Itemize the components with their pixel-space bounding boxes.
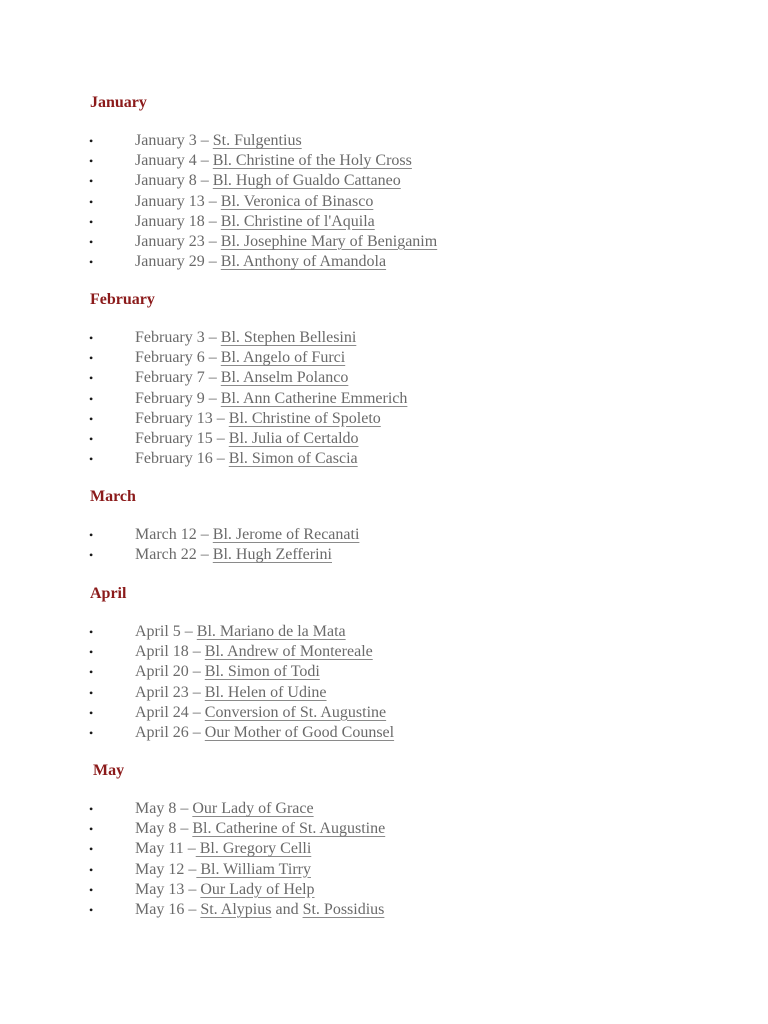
bullet: • [89, 862, 94, 877]
feast-date: January 3 [135, 132, 197, 149]
bullet: • [89, 685, 94, 700]
feast-date: May 11 [135, 840, 184, 858]
saint-link[interactable]: Bl. Ann Catherine Emmerich [220, 389, 408, 407]
saint-link[interactable]: Conversion of St. Augustine [204, 703, 387, 721]
feast-date: March 22 [135, 546, 197, 564]
bullet: • [89, 528, 94, 542]
saint-link[interactable]: Bl. Veronica of Binasco [220, 192, 374, 210]
feast-date: January 23 [135, 232, 205, 250]
month-heading-february: February [90, 291, 155, 308]
bullet: • [89, 411, 94, 426]
separator: – [204, 369, 221, 387]
feast-date: May 8 [135, 800, 177, 817]
feast-date: February 13 [135, 409, 213, 427]
saint-link[interactable]: Bl. Catherine of St. Augustine [192, 820, 386, 838]
separator: – [188, 643, 205, 661]
separator: – [176, 820, 193, 838]
feast-date: May 13 [135, 880, 185, 898]
bullet: • [89, 665, 94, 680]
bullet: • [89, 705, 94, 720]
bullet: • [89, 234, 94, 249]
separator: – [204, 253, 221, 271]
feast-date: January 8 [135, 172, 197, 190]
feast-date: May 16 [135, 900, 185, 918]
bullet: • [89, 452, 94, 467]
separator: – [212, 409, 229, 427]
saint-link[interactable]: Our Mother of Good Counsel [204, 723, 395, 741]
month-heading-january: January [90, 94, 147, 111]
bullet: • [89, 154, 94, 169]
bullet: • [89, 645, 94, 660]
saint-link[interactable]: Bl. Jerome of Recanati [212, 526, 360, 543]
saint-link[interactable]: Our Lady of Help [200, 880, 315, 898]
separator: – [212, 429, 229, 447]
saint-link[interactable]: Bl. Anselm Polanco [220, 369, 349, 387]
feast-date: April 20 [135, 663, 189, 681]
bullet: • [89, 725, 94, 740]
saint-link-alypius[interactable]: St. Alypius [200, 900, 272, 918]
separator: – [196, 526, 213, 543]
bullet: • [89, 548, 94, 563]
saint-link[interactable]: St. Fulgentius [212, 132, 302, 149]
month-heading-april: April [90, 585, 127, 602]
separator: – [212, 450, 229, 468]
bullet: • [89, 351, 94, 366]
separator: – [176, 800, 193, 817]
separator: – [184, 900, 201, 918]
bullet: • [89, 822, 94, 837]
separator: – [188, 723, 205, 741]
feast-date: February 6 [135, 349, 205, 367]
feast-date: April 26 [135, 723, 189, 741]
feast-date: February 16 [135, 450, 213, 468]
bullet: • [89, 371, 94, 386]
feast-date: April 5 [135, 623, 181, 640]
feast-date: April 24 [135, 703, 189, 721]
saint-link[interactable]: Our Lady of Grace [192, 800, 314, 817]
saint-link[interactable]: Bl. Christine of l'Aquila [220, 212, 375, 230]
feast-date: January 4 [135, 152, 197, 170]
saint-link[interactable]: Bl. Stephen Bellesini [220, 329, 357, 346]
saint-link[interactable]: Bl. Christine of the Holy Cross [212, 152, 412, 170]
separator: – [204, 389, 221, 407]
feast-date: March 12 [135, 526, 197, 543]
separator: – [196, 152, 213, 170]
separator: – [204, 329, 221, 346]
separator: – [196, 172, 213, 190]
saint-link[interactable]: Bl. Anthony of Amandola [220, 253, 387, 271]
bullet: • [89, 431, 94, 446]
feast-date: May 8 [135, 820, 177, 838]
separator: – [196, 546, 213, 564]
bullet: • [89, 391, 94, 406]
feast-date: April 18 [135, 643, 189, 661]
saint-link[interactable]: Bl. Julia of Certaldo [228, 429, 359, 447]
separator: – [196, 132, 213, 149]
bullet: • [89, 802, 94, 816]
separator: – [184, 880, 201, 898]
saint-link[interactable]: Bl. Angelo of Furci [220, 349, 346, 367]
saint-link[interactable]: Bl. Helen of Udine [204, 683, 327, 701]
saint-link[interactable]: Bl. Hugh of Gualdo Cattaneo [212, 172, 401, 190]
month-heading-may: May [93, 762, 125, 779]
feast-date: January 29 [135, 253, 205, 271]
saint-link-possidius[interactable]: St. Possidius [302, 900, 385, 918]
bullet: • [89, 902, 94, 917]
bullet: • [89, 255, 94, 270]
feast-date: February 3 [135, 329, 205, 346]
feast-date: February 9 [135, 389, 205, 407]
bullet: • [89, 174, 94, 189]
feast-date: January 18 [135, 212, 205, 230]
feast-date: May 12 [135, 860, 185, 878]
bullet: • [89, 134, 94, 148]
feast-date: April 23 [135, 683, 189, 701]
bullet: • [89, 842, 94, 857]
bullet: • [89, 331, 94, 345]
month-heading-march: March [90, 488, 136, 505]
feast-date: February 15 [135, 429, 213, 447]
bullet: • [89, 882, 94, 897]
saint-link[interactable]: Bl. Simon of Todi [204, 663, 320, 681]
separator: – [188, 703, 205, 721]
bullet: • [89, 214, 94, 229]
feast-date: January 13 [135, 192, 205, 210]
saint-link[interactable]: Bl. Mariano de la Mata [196, 623, 346, 640]
saint-link[interactable]: Bl. Gregory Celli [195, 840, 312, 858]
bullet: • [89, 625, 94, 639]
bullet: • [89, 194, 94, 209]
feast-date: February 7 [135, 369, 205, 387]
separator: – [204, 232, 221, 250]
separator: – [188, 663, 205, 681]
saint-link[interactable]: Bl. Josephine Mary of Beniganim [220, 232, 438, 250]
saint-link[interactable]: Bl. Hugh Zefferini [212, 546, 332, 564]
separator: – [183, 840, 196, 858]
saint-link[interactable]: Bl. Andrew of Montereale [204, 643, 373, 661]
separator: – [180, 623, 197, 640]
saint-link[interactable]: Bl. William Tirry [196, 860, 311, 878]
separator: – [204, 349, 221, 367]
separator: – [184, 860, 197, 878]
separator: – [204, 192, 221, 210]
saint-link[interactable]: Bl. Simon of Cascia [228, 450, 358, 468]
saint-link[interactable]: Bl. Christine of Spoleto [228, 409, 381, 427]
separator: – [188, 683, 205, 701]
separator: – [204, 212, 221, 230]
conjunction: and [271, 900, 303, 918]
